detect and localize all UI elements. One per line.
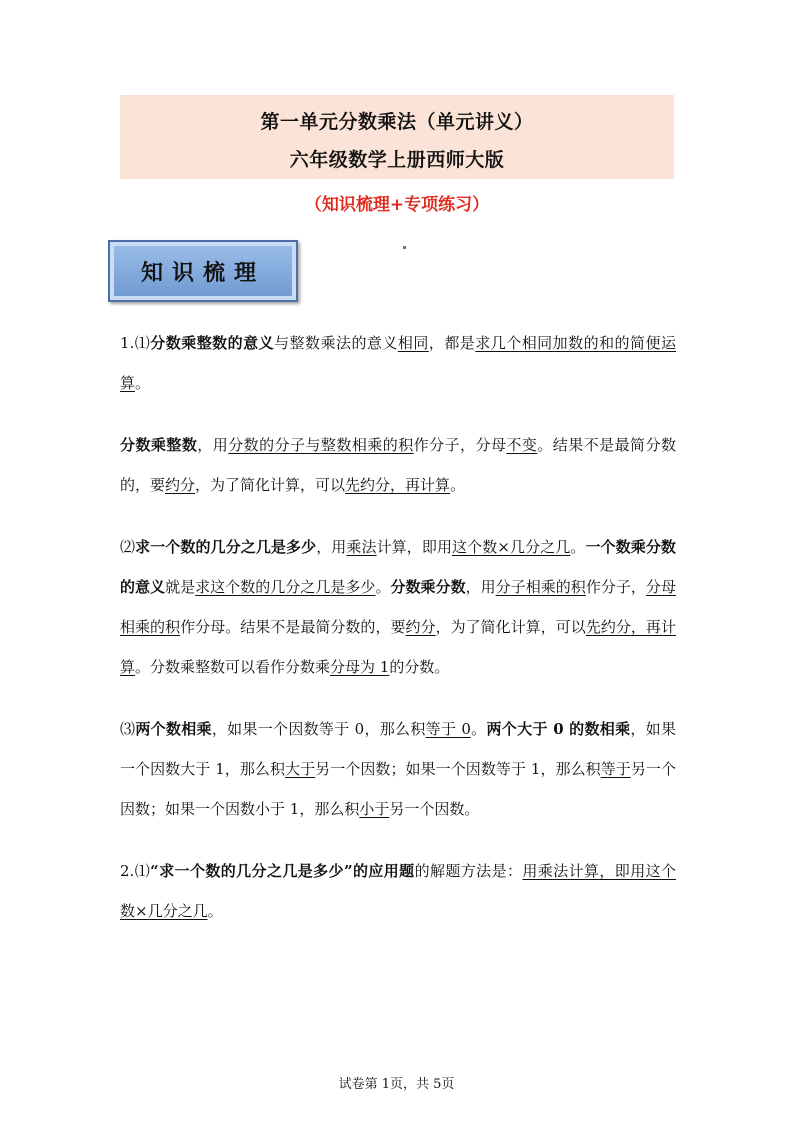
- text-run: 的解题方法是：: [414, 862, 523, 880]
- underlined-answer: 大于: [285, 760, 316, 778]
- section-badge-knowledge: [108, 240, 298, 302]
- underlined-answer: 等于 0: [425, 720, 471, 738]
- underlined-answer: 不变: [506, 436, 538, 454]
- underlined-answer: 乘法: [346, 538, 377, 556]
- underlined-answer: 分母相乘的积: [120, 578, 676, 636]
- document-subtitle: （知识梳理+专项练习）: [304, 195, 490, 215]
- paragraph-2: [120, 425, 676, 505]
- bold-term: 一个数乘分数的意义: [120, 538, 676, 596]
- underlined-answer: 约分: [405, 618, 436, 636]
- text-run: 另一个因数；如果一个因数小于 1，那么积: [120, 760, 676, 818]
- underlined-answer: 相同: [397, 334, 429, 352]
- text-run: 2.⑴: [120, 862, 151, 880]
- text-run: 。: [450, 476, 466, 494]
- text-run: ，为了简化计算，可以: [435, 618, 586, 636]
- text-run: 的分数。: [389, 658, 450, 676]
- underlined-answer: 分子相乘的积: [495, 578, 586, 596]
- text-run: 作分子，分母: [413, 436, 507, 454]
- paragraph-1: [120, 323, 676, 403]
- underlined-answer: 等于: [600, 760, 631, 778]
- underlined-answer: 求几个相同加数的和的简便运算: [120, 334, 676, 392]
- document-title: 第一单元分数乘法（单元讲义）: [260, 111, 534, 133]
- text-run: ⑶: [120, 720, 136, 738]
- bold-term: 两个大于 0 的数相乘: [486, 720, 631, 738]
- text-run: 。: [470, 720, 487, 738]
- text-run: ，用: [197, 436, 229, 454]
- text-run: ⑵: [120, 538, 136, 556]
- bold-term: “求一个数的几分之几是多少”的应用题: [150, 862, 415, 880]
- title-banner: [120, 95, 674, 179]
- text-run: ，如果一个因数等于 0，那么积: [211, 720, 426, 738]
- paragraph-3: [120, 527, 676, 687]
- text-run: 。: [375, 578, 391, 596]
- text-run: ，如果一个因数大于 1，那么积: [120, 720, 676, 778]
- paragraph-4: [120, 709, 676, 829]
- text-run: 作分母。结果不是最简分数的，要: [180, 618, 406, 636]
- text-run: 。结果不是最简分数的，要: [120, 436, 676, 494]
- bold-term: 分数乘分数: [390, 578, 466, 596]
- text-run: ，都是: [428, 334, 476, 352]
- text-run: ，用: [465, 578, 496, 596]
- text-run: 。分数乘整数可以看作分数乘: [135, 658, 331, 676]
- underlined-answer: 先约分，再计算: [120, 618, 676, 676]
- text-run: 另一个因数；如果一个因数等于 1，那么积: [315, 760, 601, 778]
- underlined-answer: 分数的分子与整数相乘的积: [228, 436, 414, 454]
- text-run: 。: [207, 902, 223, 920]
- section-badge-label: 知识梳理: [140, 260, 265, 286]
- bold-term: 分数乘整数: [120, 436, 198, 454]
- underlined-answer: 小于: [359, 800, 390, 818]
- decorative-dot: [403, 246, 406, 249]
- document-grade-edition: 六年级数学上册西师大版: [289, 149, 505, 171]
- text-run: 1.⑴: [120, 334, 151, 352]
- text-run: 与整数乘法的意义: [274, 334, 398, 352]
- bold-term: 两个数相乘: [135, 720, 212, 738]
- underlined-answer: 约分: [165, 476, 196, 494]
- paragraph-5: [120, 851, 676, 931]
- text-run: 计算，即用: [376, 538, 453, 556]
- text-run: 就是: [165, 578, 196, 596]
- text-run: ，用: [316, 538, 347, 556]
- underlined-answer: 这个数×几分之几: [452, 538, 571, 556]
- underlined-answer: 求这个数的几分之几是多少: [195, 578, 376, 596]
- text-run: ，为了简化计算，可以: [195, 476, 346, 494]
- bold-term: 分数乘整数的意义: [150, 334, 275, 352]
- page-footer: 试卷第 1页，共 5页: [338, 1077, 455, 1092]
- text-run: 。: [135, 374, 151, 392]
- underlined-answer: 先约分，再计算: [345, 476, 451, 494]
- text-run: 作分子，: [585, 578, 646, 596]
- bold-term: 求一个数的几分之几是多少: [135, 538, 317, 556]
- underlined-answer: 用乘法计算，即用这个数×几分之几: [120, 862, 676, 920]
- underlined-answer: 分母为 1: [330, 658, 390, 676]
- text-run: 另一个因数。: [389, 800, 480, 818]
- text-run: 。: [570, 538, 586, 556]
